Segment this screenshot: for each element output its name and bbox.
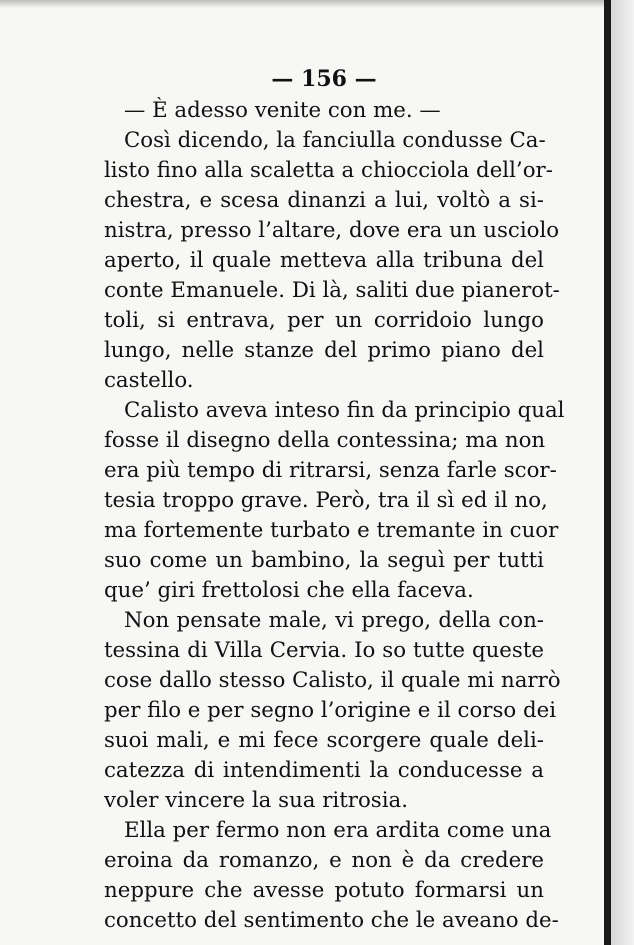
text-line: suo come un bambino, la seguì per tutti [104,548,544,573]
text-line: lungo, nelle stanze del primo piano del [104,338,544,363]
text-line: nistra, presso l’altare, dove era un usciolo [104,218,560,243]
text-line: conte Emanuele. Di là, saliti due pianerot- [104,278,560,303]
text-line: que’ giri frettolosi che ella faceva. [104,578,474,603]
text-line: tessina di Villa Cervia. Io so tutte queste [104,638,544,663]
text-line: concetto del sentimento che le aveano de- [104,908,559,933]
text-line: ma fortemente turbato e tremante in cuor [104,518,559,543]
page-binding-edge [604,0,611,945]
text-line: aperto, il quale metteva alla tribuna del [104,248,544,273]
text-line: — È adesso venite con me. — [124,98,441,123]
text-line: toli, si entrava, per un corridoio lungo [104,308,544,333]
text-line: castello. [104,368,194,393]
text-line: cose dallo stesso Calisto, il quale mi narrò [104,668,561,693]
text-line: Così dicendo, la fanciulla condusse Ca- [124,128,546,153]
text-line: neppure che avesse potuto formarsi un [104,878,544,903]
text-line: voler vincere la sua ritrosia. [104,788,409,813]
text-line: catezza di intendimenti la conducesse a [104,758,544,783]
text-line: suoi mali, e mi fece scorgere quale deli- [104,728,544,753]
text-line: Calisto aveva inteso fin da principio qual [124,398,565,423]
text-line: Non pensate male, vi prego, della con- [124,608,544,633]
page-top-shadow [0,0,606,8]
text-line: chestra, e scesa dinanzi a lui, voltò a si- [104,188,544,213]
text-line: tesia troppo grave. Però, tra il sì ed il no, [104,488,548,513]
text-line: eroina da romanzo, e non è da credere [104,848,544,873]
text-line: Ella per fermo non era ardita come una [124,818,552,843]
text-line: per filo e per segno l’origine e il corso dei [104,698,557,723]
text-line: listo fino alla scaletta a chiocciola dell’or- [104,158,553,183]
page-number: — 156 — [271,66,377,92]
next-page-strip [611,0,634,945]
text-line: fosse il disegno della contessina; ma non [104,428,546,453]
text-line: era più tempo di ritrarsi, senza farle scor- [104,458,557,483]
